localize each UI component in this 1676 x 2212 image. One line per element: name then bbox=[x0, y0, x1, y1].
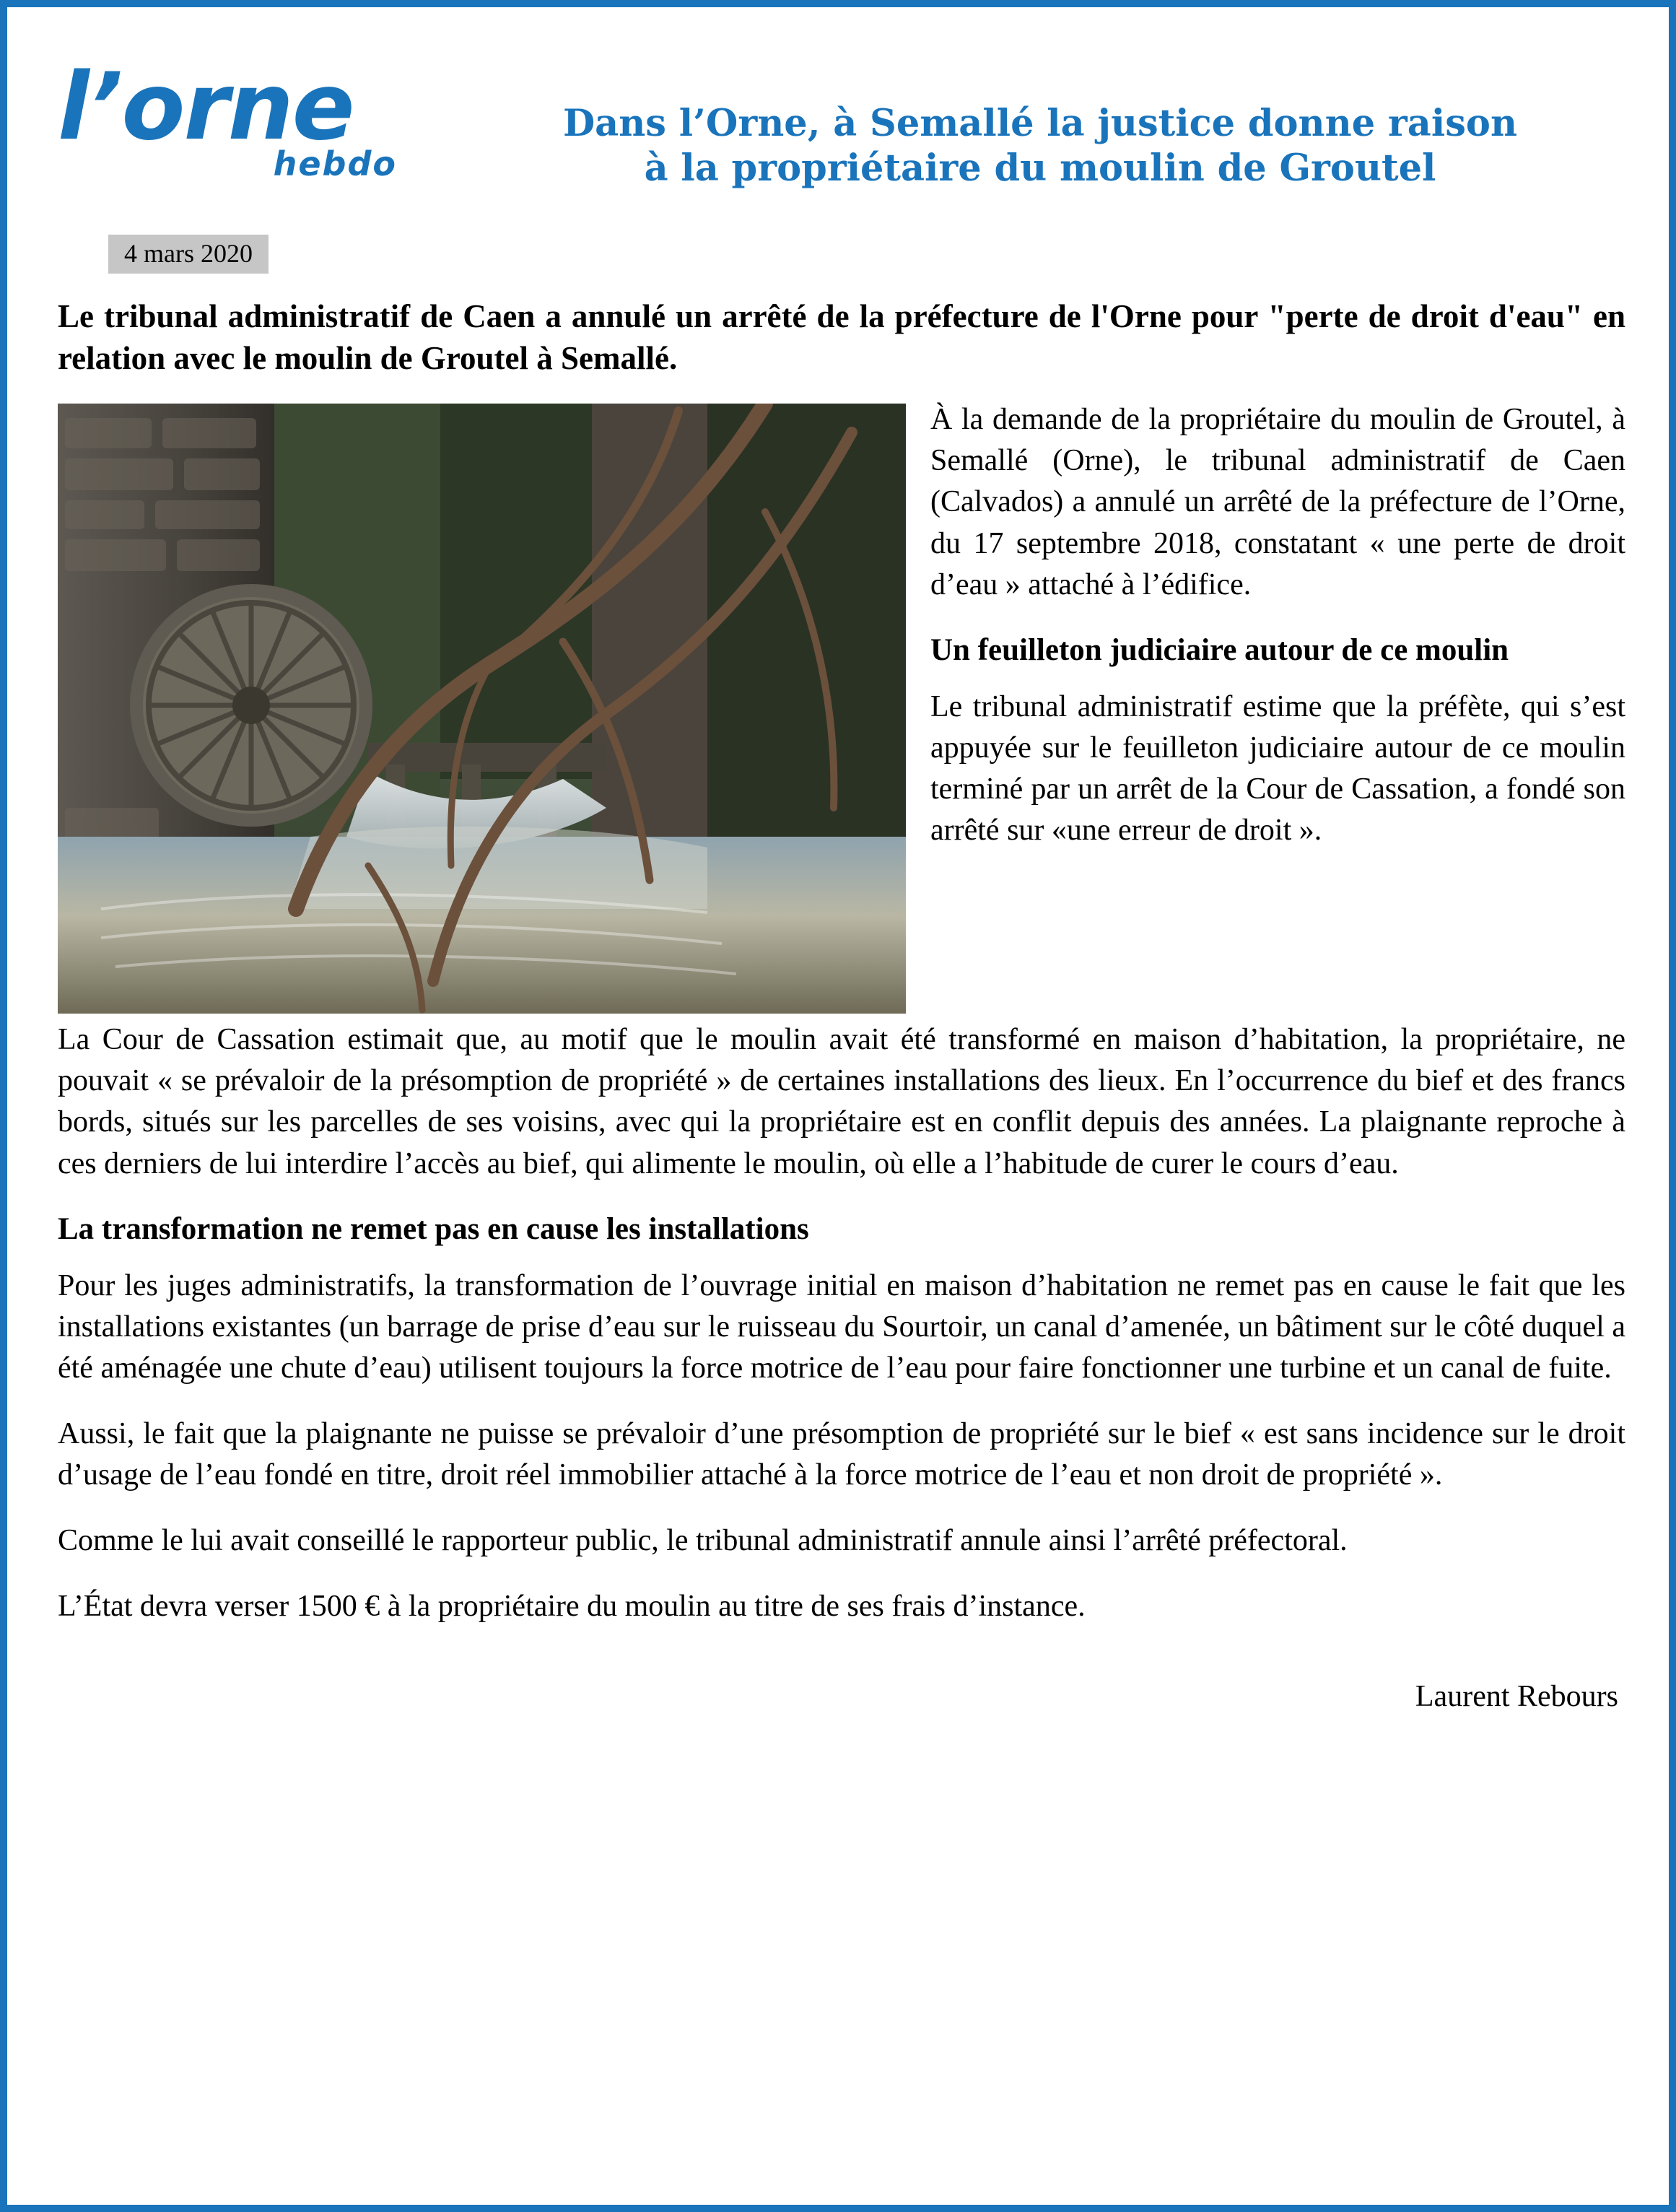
page-header bbox=[51, 36, 1625, 268]
headline-line-1: Dans l’Orne, à Semallé la justice donne raison bbox=[562, 102, 1518, 145]
article-photo bbox=[58, 404, 906, 1014]
article-lead: Le tribunal administratif de Caen a annulé un arrêté de la préfecture de l'Orne pour "perte de droit d'eau" en relation avec le moulin de Groutel à Semallé. bbox=[58, 298, 1625, 376]
article-paragraph-5: Aussi, le fait que la plaignante ne puisse se prévaloir d’une présomption de propriété sur le bief « est sans incidence sur le droit d’usage de l’eau fondé en titre, droit réel immobilier attaché à la force motrice de l’eau et non droit de propriété ». bbox=[58, 1416, 1625, 1492]
article-paragraph-4: Pour les juges administratifs, la transformation de l’ouvrage initial en maison d’habitation ne remet pas en cause le fait que les installations existantes (un barrage de prise d’eau sur le ruisseau du Sourtoir, un canal d’amenée, un bâtiment sur le côté duquel a été aménagée une chute d’eau) utilisent toujours la force motrice de l’eau pour faire fonctionner une turbine et un canal de fuite. bbox=[58, 1268, 1625, 1385]
publication-date: 4 mars 2020 bbox=[108, 235, 269, 274]
article-paragraph-3: La Cour de Cassation estimait que, au motif que le moulin avait été transformé en maison d’habitation, la propriétaire, ne pouvait « se prévaloir de la présomption de propriété » de certaines installations des lieux. En l’occurrence du bief et des francs bords, situés sur les parcelles de ses voisins, avec qui la propriétaire est en conflit depuis des années. La plaignante reproche à ces derniers de lui interdire l’accès au bief, qui alimente le moulin, où elle a l’habitude de curer le cours d’eau. bbox=[58, 1023, 1625, 1180]
page-title bbox=[455, 101, 1625, 191]
article-subheading-2: La transformation ne remet pas en cause les installations bbox=[58, 1211, 809, 1246]
article-paragraph-2: Le tribunal administratif estime que la préfète, qui s’est appuyée sur le feuilleton judiciaire autour de ce moulin terminé par un arrêt de la Cour de Cassation, a fondé son arrêté sur «une erreur de droit ». bbox=[930, 689, 1625, 847]
article-paragraph-6: Comme le lui avait conseillé le rapporteur public, le tribunal administratif annule ainsi l’arrêté préfectoral. bbox=[58, 1524, 1348, 1558]
article-body bbox=[58, 296, 1625, 2183]
article-paragraph-1: À la demande de la propriétaire du moulin de Groutel, à Semallé (Orne), le tribunal administratif de Caen (Calvados) a annulé un arrêté de la préfecture de l’Orne, du 17 septembre 2018, constatant « une perte de droit d’eau » attaché à l’édifice. bbox=[930, 403, 1625, 601]
article-subheading-1: Un feuilleton judiciaire autour de ce moulin bbox=[930, 632, 1509, 667]
masthead-logo bbox=[58, 53, 419, 183]
photo-illustration bbox=[58, 404, 906, 1014]
logo-main-text: l’orne bbox=[58, 53, 354, 161]
article-byline: Laurent Rebours bbox=[1415, 1680, 1618, 1714]
article-paragraph-7: L’État devra verser 1500 € à la propriétaire du moulin au titre de ses frais d’instance. bbox=[58, 1590, 1086, 1624]
logo-sub-text: hebdo bbox=[273, 144, 397, 183]
headline-line-2: à la propriétaire du moulin de Groutel bbox=[644, 147, 1436, 191]
